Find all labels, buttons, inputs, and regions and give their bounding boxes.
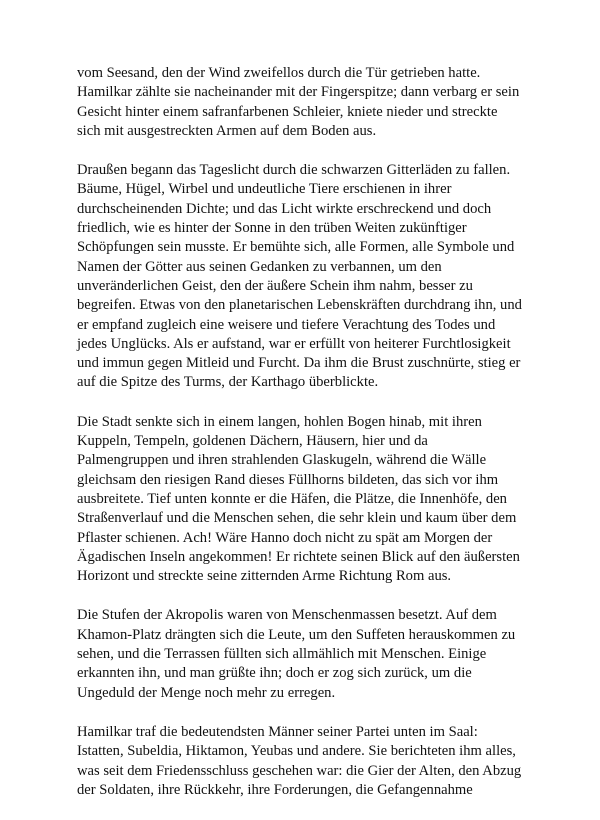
text-line: auf die Spitze des Turms, der Karthago überblickte. [77,374,379,391]
text-line: friedlich, wie es hinter der Sonne in den trüben Weiten zukünftiger [77,220,467,237]
text-line: erkannten ihn, und man grüßte ihn; doch er zog sich zurück, um die [77,665,472,682]
text-line: begreifen. Etwas von den planetarischen Lebenskräften durchdrang ihn, und [77,297,522,314]
text-line: Bäume, Hügel, Wirbel und undeutliche Tiere erschienen in ihrer [77,181,452,198]
text-line: Namen der Götter aus seinen Gedanken zu verbannen, um den [77,258,442,275]
text-line: Istatten, Subeldia, Hiktamon, Yeubas und andere. Sie berichteten ihm alles, [77,743,516,760]
document-page [77,64,531,820]
text-line: Die Stadt senkte sich in einem langen, hohlen Bogen hinab, mit ihren [77,413,482,430]
text-line: Ägadischen Inseln angekommen! Er richtete seinen Blick auf den äußersten [77,548,520,565]
text-line: vom Seesand, den der Wind zweifellos durch die Tür getrieben hatte. [77,65,481,81]
text-line: Die Stufen der Akropolis waren von Menschenmassen besetzt. Auf dem [77,607,497,624]
text-line: er empfand zugleich eine weisere und tiefere Verachtung des Todes und [77,316,496,333]
text-line: und immun gegen Mitleid und Furcht. Da ihm die Brust zuschnürte, stieg er [77,355,521,372]
paragraph-5 [77,723,531,800]
paragraph-2 [77,161,531,393]
text-line: Ungeduld der Menge noch mehr zu erregen. [77,684,336,701]
text-line: sehen, und die Terrassen füllten sich allmählich mit Menschen. Einige [77,646,487,663]
text-line: Hamilkar traf die bedeutendsten Männer seiner Partei unten im Saal: [77,723,478,740]
text-line: Hamilkar zählte sie nacheinander mit der Fingerspitze; dann verbarg er sein [77,84,520,101]
text-line: jedes Unglücks. Als er aufstand, war er erfüllt von heiterer Furchtlosigkeit [77,335,511,352]
text-line: was seit dem Friedensschluss geschehen war: die Gier der Alten, den Abzug [77,762,522,779]
text-line: Palmengruppen und ihren strahlenden Glaskugeln, während die Wälle [77,452,487,469]
text-line: Schöpfungen sein musste. Er bemühte sich, alle Formen, alle Symbole und [77,239,515,256]
text-line: der Soldaten, ihre Rückkehr, ihre Forderungen, die Gefangennahme [77,781,473,798]
paragraph-3 [77,413,531,587]
text-line: Horizont und streckte seine zitternden Arme Richtung Rom aus. [77,568,452,585]
text-line: Straßenverlauf und die Menschen sehen, die sehr klein und kaum über dem [77,510,517,527]
text-line: sich mit ausgestreckten Armen auf dem Boden aus. [77,122,377,139]
text-line: durchscheinenden Dichte; und das Licht wirkte erschreckend und doch [77,200,492,217]
text-line: unveränderlichen Geist, den der äußere Schein ihm nahm, besser zu [77,277,473,294]
text-line: Khamon-Platz drängten sich die Leute, um den Suffeten herauskommen zu [77,626,516,643]
text-line: ausbreitete. Tief unten konnte er die Häfen, die Plätze, die Innenhöfe, den [77,490,507,507]
text-line: gleichsam den riesigen Rand dieses Füllhorns bildeten, das sich vor ihm [77,471,499,488]
text-line: Gesicht hinter einem safranfarbenen Schleier, kniete nieder und streckte [77,103,498,120]
paragraph-4 [77,606,531,702]
text-line: Kuppeln, Tempeln, goldenen Dächern, Häusern, hier und da [77,433,428,450]
paragraph-1 [77,64,531,141]
text-line: Pflaster schienen. Ach! Wäre Hanno doch nicht zu spät am Morgen der [77,529,493,546]
text-line: Draußen begann das Tageslicht durch die schwarzen Gitterläden zu fallen. [77,162,511,179]
